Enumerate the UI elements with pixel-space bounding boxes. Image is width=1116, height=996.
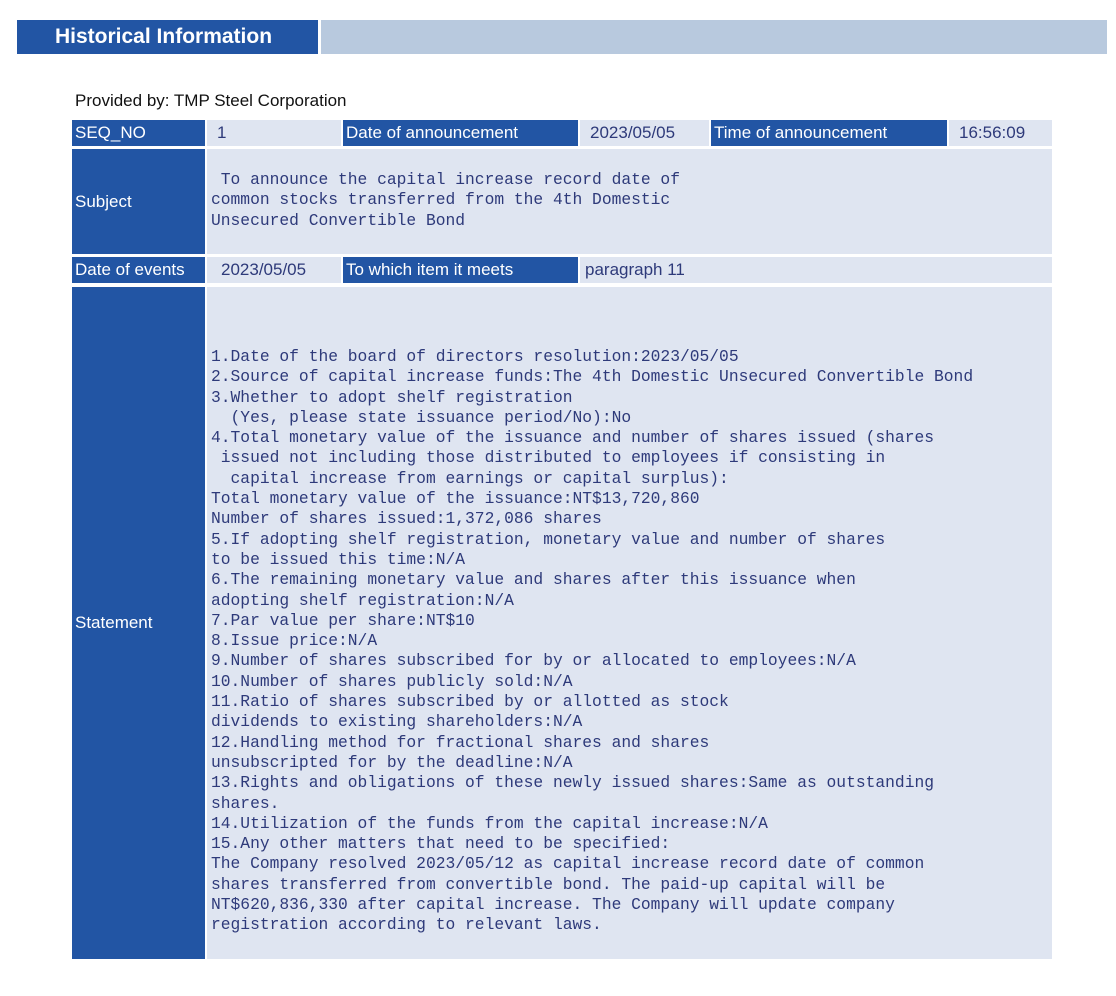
item-value: paragraph 11 xyxy=(580,257,1052,283)
subject-label: Subject xyxy=(72,149,205,254)
time-of-announcement-label: Time of announcement xyxy=(711,120,947,146)
subject-value xyxy=(207,149,1052,254)
header-bar xyxy=(17,20,1107,54)
date-of-events-label: Date of events xyxy=(72,257,205,283)
date-of-events-value: 2023/05/05 xyxy=(207,257,341,283)
item-label: To which item it meets xyxy=(343,257,578,283)
subject-text: To announce the capital increase record date of common stocks transferred from the 4th Domestic Unsecured Convertible Bond xyxy=(211,170,680,230)
statement-text: 1.Date of the board of directors resolution:2023/05/05 2.Source of capital increase funds:The 4th Domestic Unsecured Convertible Bond 3.Whether to adopt shelf registration (Yes, please state issuance period/No):No 4.Total monetary value of the issuance and number of shares issued (shares issued not including those distributed to employees if consisting in capital increase from earnings or capital surplus): Total monetary value of the issuance:NT$13,720,860 Number of shares issued:1,372,086 shares 5.If adopting shelf registration, monetary value and number of shares to be issued this time:N/A 6.The remaining monetary value and shares after this issuance when adopting shelf registration:N/A 7.Par value per share:NT$10 8.Issue price:N/A 9.Number of shares subscribed for by or allocated to employees:N/A 10.Number of shares publicly sold:N/A 11.Ratio of shares subscribed by or allotted as stock dividends to existing shareholders:N/A 12.Handling method for fractional shares and shares unsubscripted for by the deadline:N/A 13.Rights and obligations of these newly issued shares:Same as outstanding shares. 14.Utilization of the funds from the capital increase:N/A 15.Any other matters that need to be specified: The Company resolved 2023/05/12 as capital increase record date of common shares transferred from convertible bond. The paid-up capital will be NT$620,836,330 after capital increase. The Company will update company registration according to relevant laws. xyxy=(211,347,974,935)
statement-label: Statement xyxy=(72,287,205,959)
seq-no-label: SEQ_NO xyxy=(72,120,205,146)
time-of-announcement-value: 16:56:09 xyxy=(949,120,1052,146)
page-title: Historical Information xyxy=(17,20,318,54)
date-of-announcement-value: 2023/05/05 xyxy=(580,120,709,146)
seq-no-value: 1 xyxy=(207,120,341,146)
date-of-announcement-label: Date of announcement xyxy=(343,120,578,146)
statement-value xyxy=(207,287,1052,959)
header-fill xyxy=(321,20,1107,54)
provided-by: Provided by: TMP Steel Corporation xyxy=(75,91,347,110)
